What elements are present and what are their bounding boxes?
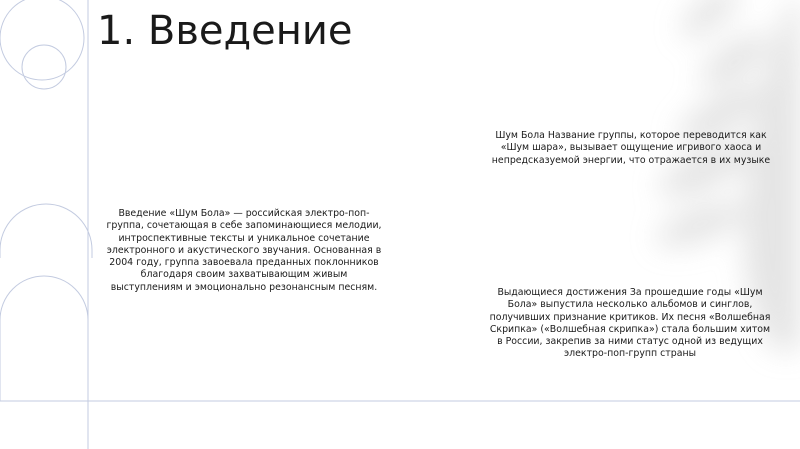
achievements-text-block: Выдающиеся достижения За прошедшие годы «Шум Бола» выпустила несколько альбомов и синглов, получивших признание критиков. Их песня «Волшебная Скрипка» («Волшебная скрипка») стала большим хитом в России, закрепив за ними статус одной из ведущих электро-поп-групп страны [489,287,771,360]
small-circle [22,45,66,89]
band-name-text-block: Шум Бола Название группы, которое переводится как «Шум шара», вызывает ощущение игривого хаоса и непредсказуемой энергии, что отражается в их музыке [491,130,771,166]
large-circle [0,0,84,80]
upper-arch [0,204,92,258]
slide-title: 1. Введение [97,8,353,54]
intro-text-block: Введение «Шум Бола» — российская электро-поп-группа, сочетающая в себе запоминающиеся мелодии, интроспективные тексты и уникальное сочетание электронного и акустического звучания. Основанная в 2004 году, группа завоевала преданных поклонников благодаря своим захватывающим живым выступлениям и эмоционально резонансным песням. [106,208,382,293]
lower-arch [0,276,88,320]
